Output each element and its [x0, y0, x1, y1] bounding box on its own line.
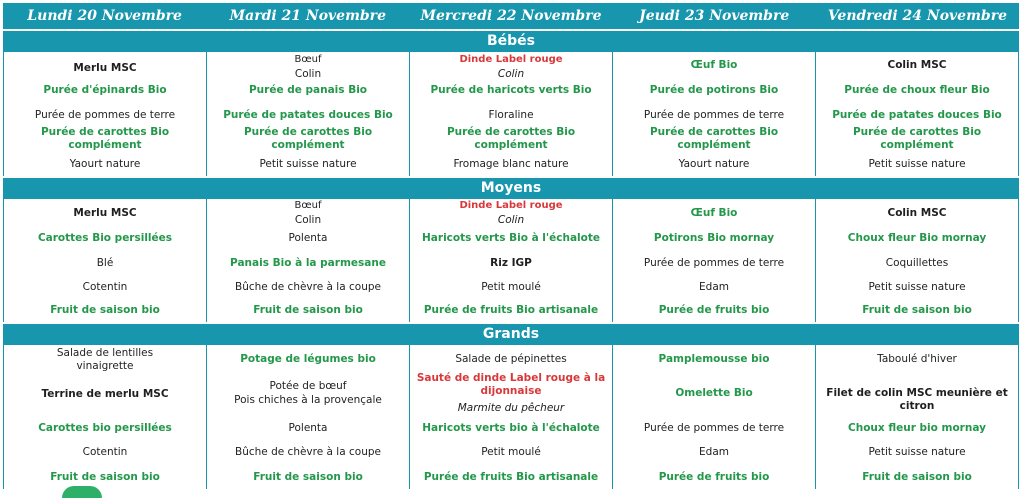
menu-item: Purée de fruits bio — [658, 304, 770, 316]
bebes-monday — [3, 52, 207, 176]
section-grands-grid — [3, 345, 1019, 489]
menu-item: Yaourt nature — [678, 158, 750, 170]
menu-item: Purée de carottes Bio complément — [40, 126, 170, 151]
section-title-grands: Grands — [3, 324, 1019, 345]
menu-item: Fruit de saison bio — [50, 471, 160, 483]
menu-item: Dinde Label rouge — [459, 54, 563, 65]
menu-item: Choux fleur Bio mornay — [847, 232, 987, 244]
menu-item: Petit suisse nature — [868, 446, 966, 458]
menu-item: Carottes bio persillées — [38, 422, 172, 434]
menu-item: Purée de pommes de terre — [643, 257, 785, 269]
menu-item: Œuf Bio — [690, 59, 738, 71]
menu-item: Potage de légumes bio — [240, 353, 376, 365]
menu-item: Purée de choux fleur Bio — [844, 84, 990, 96]
menu-item: Marmite du pêcheur — [457, 402, 565, 414]
moyens-tuesday — [207, 199, 410, 322]
menu-item: Purée de patates douces Bio — [832, 109, 1002, 121]
menu-item: Taboulé d'hiver — [877, 353, 957, 365]
menu-item: Fruit de saison bio — [50, 304, 160, 316]
menu-item: Colin — [294, 214, 322, 226]
menu-item: Potée de bœuf — [269, 380, 347, 392]
menu-item: Purée de carottes Bio complément — [243, 126, 373, 151]
day-wednesday: Mercredi 22 Novembre — [420, 8, 602, 24]
menu-item: Polenta — [288, 422, 328, 434]
menu-item: Haricots verts Bio à l'échalote — [422, 232, 600, 244]
menu-item: Bœuf — [294, 200, 322, 211]
menu-item: Petit moulé — [481, 446, 541, 458]
menu-item: Fruit de saison bio — [253, 471, 363, 483]
menu-item: Colin — [497, 214, 525, 226]
menu-item: Colin MSC — [887, 207, 947, 219]
menu-item: Purée de pommes de terre — [643, 422, 785, 434]
menu-item: Purée de patates douces Bio — [223, 109, 393, 121]
menu-item: Fruit de saison bio — [862, 304, 972, 316]
menu-item: Salade de pépinettes — [455, 353, 567, 365]
menu-item: Purée de fruits bio — [658, 471, 770, 483]
menu-item: Pamplemousse bio — [658, 353, 770, 365]
grands-tuesday — [207, 345, 410, 489]
bebes-thursday — [613, 52, 816, 176]
menu-item: Purée de potirons Bio — [649, 84, 779, 96]
moyens-monday — [3, 199, 207, 322]
menu-item: Filet de colin MSC meunière et citron — [826, 387, 1008, 412]
menu-item: Edam — [699, 281, 729, 293]
menu-item: Petit suisse nature — [868, 158, 966, 170]
day-thursday: Jeudi 23 Novembre — [639, 8, 790, 24]
section-title-moyens: Moyens — [3, 178, 1019, 199]
bebes-tuesday — [207, 52, 410, 176]
menu-item: Fromage blanc nature — [453, 158, 569, 170]
menu-item: Dinde Label rouge — [459, 200, 563, 211]
menu-item: Œuf Bio — [690, 207, 738, 219]
menu-item: Blé — [96, 257, 114, 269]
menu-item: Petit moulé — [481, 281, 541, 293]
menu-item: Polenta — [288, 232, 328, 244]
menu-item: Carottes Bio persillées — [37, 232, 173, 244]
day-monday: Lundi 20 Novembre — [27, 8, 182, 24]
bebes-friday — [816, 52, 1019, 176]
menu-item: Terrine de merlu MSC — [41, 388, 169, 400]
menu-item: Merlu MSC — [73, 207, 137, 219]
menu-item: Fruit de saison bio — [253, 304, 363, 316]
menu-item: Purée de panais Bio — [248, 84, 368, 96]
menu-item: Purée de fruits Bio artisanale — [423, 471, 599, 483]
menu-item: Coquillettes — [885, 257, 949, 269]
menu-item: Haricots verts bio à l'échalote — [422, 422, 600, 434]
menu-item: Colin — [497, 68, 525, 80]
moyens-friday — [816, 199, 1019, 322]
menu-item: Cotentin — [82, 281, 128, 293]
menu-item: Omelette Bio — [675, 387, 753, 399]
menu-item: Bûche de chèvre à la coupe — [235, 446, 381, 458]
grands-wednesday — [410, 345, 613, 489]
menu-item: Cotentin — [82, 446, 128, 458]
menu-item: Purée d'épinards Bio — [43, 84, 167, 96]
day-tuesday: Mardi 21 Novembre — [229, 8, 386, 24]
menu-item: Choux fleur bio mornay — [848, 422, 986, 434]
menu-item: Potirons Bio mornay — [653, 232, 775, 244]
day-header-bar — [3, 3, 1019, 29]
menu-item: Purée de haricots verts Bio — [430, 84, 592, 96]
menu-item: Pois chiches à la provençale — [234, 394, 382, 406]
menu-item: Merlu MSC — [73, 62, 137, 74]
menu-item: Purée de pommes de terre — [34, 109, 176, 121]
menu-item: Yaourt nature — [69, 158, 141, 170]
menu-item: Purée de carottes Bio complément — [446, 126, 576, 151]
grands-thursday — [613, 345, 816, 489]
menu-item: Salade de lentilles vinaigrette — [56, 347, 154, 372]
menu-item: Bûche de chèvre à la coupe — [235, 281, 381, 293]
menu-item: Petit suisse nature — [868, 281, 966, 293]
menu-item: Purée de carottes Bio complément — [649, 126, 779, 151]
menu-item: Purée de carottes Bio complément — [852, 126, 982, 151]
menu-item: Panais Bio à la parmesane — [230, 257, 386, 269]
section-bebes-grid — [3, 52, 1019, 176]
section-moyens-grid — [3, 199, 1019, 322]
menu-item: Floraline — [488, 109, 534, 121]
menu-item: Riz IGP — [490, 257, 532, 269]
day-friday: Vendredi 24 Novembre — [827, 8, 1007, 24]
decorative-green-shape — [62, 486, 102, 498]
menu-item: Edam — [699, 446, 729, 458]
moyens-wednesday — [410, 199, 613, 322]
menu-item: Petit suisse nature — [259, 158, 357, 170]
grands-friday — [816, 345, 1019, 489]
grands-monday — [3, 345, 207, 489]
menu-item: Bœuf — [294, 54, 322, 65]
menu-item: Colin — [294, 68, 322, 80]
moyens-thursday — [613, 199, 816, 322]
menu-item: Purée de pommes de terre — [643, 109, 785, 121]
menu-item: Colin MSC — [887, 59, 947, 71]
bebes-wednesday — [410, 52, 613, 176]
section-title-bebes: Bébés — [3, 31, 1019, 52]
menu-item: Purée de fruits Bio artisanale — [423, 304, 599, 316]
menu-item: Sauté de dinde Label rouge à la dijonnaise — [416, 372, 606, 397]
menu-item: Fruit de saison bio — [862, 471, 972, 483]
